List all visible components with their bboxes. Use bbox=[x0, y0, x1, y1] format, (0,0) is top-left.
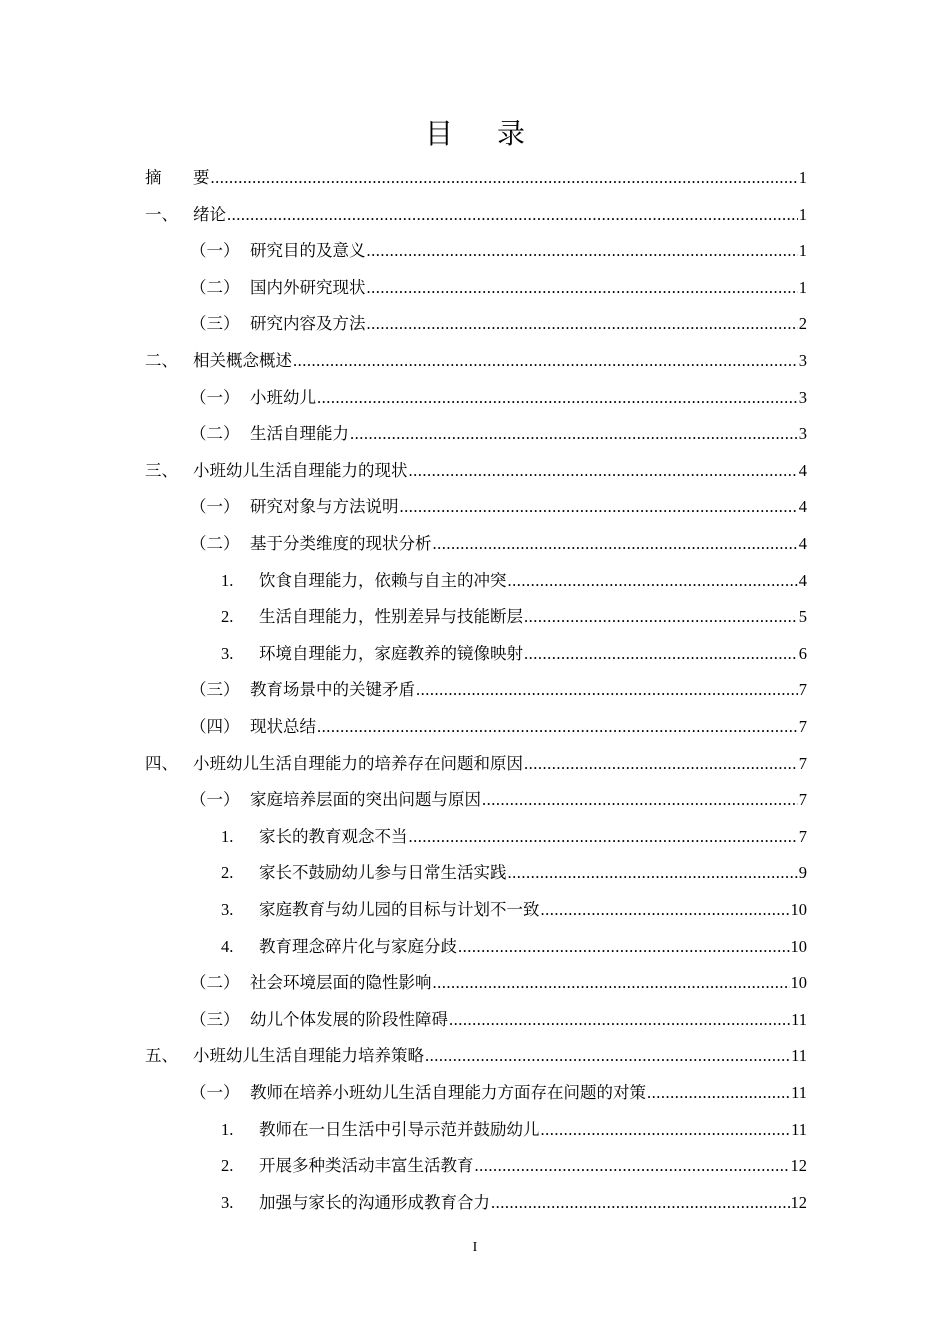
toc-entry-label: 家庭教育与幼儿园的目标与计划不一致 bbox=[259, 900, 540, 919]
toc-entry-page: 7 bbox=[798, 790, 807, 810]
toc-entry[interactable] bbox=[190, 709, 807, 745]
toc-entry-number: 4. bbox=[221, 936, 234, 956]
toc-entry[interactable] bbox=[221, 855, 807, 891]
dot-leader bbox=[508, 563, 798, 599]
toc-entry-number: （三） bbox=[190, 314, 240, 334]
dot-leader bbox=[433, 526, 798, 562]
dot-leader bbox=[293, 343, 798, 379]
dot-leader bbox=[317, 380, 798, 416]
toc-entry-page: 10 bbox=[790, 936, 807, 956]
toc-entry-label: 加强与家长的沟通形成教育合力 bbox=[259, 1192, 490, 1212]
toc-entry-page: 4 bbox=[798, 570, 807, 590]
toc-entry-label: 现状总结 bbox=[250, 717, 316, 736]
dot-leader bbox=[524, 599, 798, 635]
toc-entry-label: 要 bbox=[193, 168, 210, 187]
toc-entry[interactable] bbox=[190, 380, 807, 416]
toc-entry-label: 饮食自理能力，依赖与自主的冲突 bbox=[259, 570, 507, 590]
toc-entry[interactable] bbox=[190, 270, 807, 306]
toc-entry-number: 二、 bbox=[145, 351, 178, 370]
toc-entry-label: 教师在培养小班幼儿生活自理能力方面存在问题的对策 bbox=[250, 1083, 646, 1102]
toc-entry[interactable] bbox=[145, 1038, 807, 1074]
toc-entry-page: 7 bbox=[798, 680, 807, 700]
toc-entry[interactable] bbox=[221, 1112, 807, 1148]
toc-entry-number: （三） bbox=[190, 680, 240, 700]
dot-leader bbox=[317, 709, 798, 745]
toc-entry[interactable] bbox=[190, 306, 807, 342]
dot-leader bbox=[416, 672, 798, 708]
dot-leader bbox=[524, 746, 798, 782]
toc-entry[interactable] bbox=[221, 636, 807, 672]
toc-entry-label: 社会环境层面的隐性影响 bbox=[250, 973, 432, 993]
toc-entry[interactable] bbox=[221, 892, 807, 928]
dot-leader bbox=[367, 270, 798, 306]
toc-entry[interactable] bbox=[221, 929, 807, 965]
toc-entry[interactable] bbox=[145, 453, 807, 489]
toc-entry-page: 2 bbox=[798, 314, 807, 334]
toc-entry[interactable] bbox=[145, 160, 807, 196]
toc-entry[interactable] bbox=[190, 416, 807, 452]
toc-entry-number: 一、 bbox=[145, 204, 178, 224]
toc-entry-page: 11 bbox=[791, 1009, 807, 1029]
toc-entry-label: 小班幼儿 bbox=[250, 387, 316, 407]
toc-entry-label: 小班幼儿生活自理能力的现状 bbox=[193, 460, 408, 480]
toc-entry-number: 1. bbox=[221, 570, 234, 590]
toc-entry-number: （一） bbox=[190, 497, 240, 517]
toc-entry-label: 家庭培养层面的突出问题与原因 bbox=[250, 790, 481, 810]
toc-entry-page: 7 bbox=[798, 717, 807, 736]
toc-entry[interactable] bbox=[145, 197, 807, 233]
toc-entry-page: 4 bbox=[798, 534, 807, 553]
toc-entry-number: （一） bbox=[190, 241, 240, 261]
toc-entry-number: 3. bbox=[221, 900, 234, 919]
toc-entry-page: 3 bbox=[798, 424, 807, 444]
toc-entry-label: 研究目的及意义 bbox=[250, 241, 366, 261]
toc-entry-label: 研究对象与方法说明 bbox=[250, 497, 399, 517]
title-char-1: 目 bbox=[424, 117, 453, 150]
toc-entry-number: 摘 bbox=[145, 168, 162, 187]
dot-leader bbox=[541, 1112, 791, 1148]
toc-entry[interactable] bbox=[190, 672, 807, 708]
dot-leader bbox=[647, 1075, 790, 1111]
toc-entry-page: 9 bbox=[798, 863, 807, 883]
toc-entry[interactable] bbox=[221, 1148, 807, 1184]
toc-entry[interactable] bbox=[145, 343, 807, 379]
dot-leader bbox=[409, 819, 798, 855]
toc-entry-page: 4 bbox=[798, 460, 807, 480]
toc-entry-number: 四、 bbox=[145, 753, 178, 773]
dot-leader bbox=[211, 160, 798, 196]
toc-entry-page: 1 bbox=[798, 277, 807, 297]
toc-entry-page: 12 bbox=[790, 1192, 807, 1212]
dot-leader bbox=[482, 782, 798, 818]
toc-entry-label: 研究内容及方法 bbox=[250, 314, 366, 334]
toc-entry-page: 11 bbox=[791, 1119, 807, 1139]
toc-entry-page: 1 bbox=[798, 204, 807, 224]
toc-entry[interactable] bbox=[221, 1185, 807, 1221]
toc-entry-number: 1. bbox=[221, 826, 234, 846]
toc-entry-label: 小班幼儿生活自理能力的培养存在问题和原因 bbox=[193, 753, 523, 773]
dot-leader bbox=[491, 1185, 790, 1221]
toc-entry-number: （一） bbox=[190, 387, 240, 407]
dot-leader bbox=[367, 233, 798, 269]
toc-entry-page: 4 bbox=[798, 497, 807, 517]
dot-leader bbox=[524, 636, 798, 672]
toc-entry[interactable] bbox=[190, 1075, 807, 1111]
toc-entry-number: （二） bbox=[190, 277, 240, 297]
toc-entry-label: 绪论 bbox=[193, 204, 226, 224]
dot-leader bbox=[400, 489, 798, 525]
toc-entry-number: 2. bbox=[221, 607, 234, 627]
toc-entry-label: 生活自理能力 bbox=[250, 424, 349, 444]
toc-entry-page: 3 bbox=[798, 351, 807, 370]
toc-entry-page: 1 bbox=[798, 241, 807, 261]
toc-entry-label: 相关概念概述 bbox=[193, 351, 292, 370]
toc-entry-number: （二） bbox=[190, 424, 240, 444]
toc-entry-page: 11 bbox=[791, 1046, 807, 1066]
toc-entry-page: 7 bbox=[798, 826, 807, 846]
toc-entry-label: 开展多种类活动丰富生活教育 bbox=[259, 1156, 474, 1176]
toc-entry[interactable] bbox=[190, 233, 807, 269]
toc-entry-label: 幼儿个体发展的阶段性障碍 bbox=[250, 1009, 448, 1029]
toc-entry-page: 6 bbox=[798, 643, 807, 663]
page-number: I bbox=[472, 1240, 478, 1255]
toc-entry[interactable] bbox=[221, 819, 807, 855]
toc-entry-label: 生活自理能力，性别差异与技能断层 bbox=[259, 607, 523, 627]
toc-entry-page: 1 bbox=[798, 168, 807, 187]
toc-entry-label: 教师在一日生活中引导示范并鼓励幼儿 bbox=[259, 1119, 540, 1139]
toc-entry-number: 五、 bbox=[145, 1046, 178, 1066]
toc-entry[interactable] bbox=[190, 965, 807, 1001]
toc-entry-number: （二） bbox=[190, 534, 240, 553]
toc-entry-label: 环境自理能力，家庭教养的镜像映射 bbox=[259, 643, 523, 663]
toc-entry[interactable] bbox=[145, 746, 807, 782]
dot-leader bbox=[541, 892, 790, 928]
dot-leader bbox=[433, 965, 790, 1001]
dot-leader bbox=[458, 929, 790, 965]
toc-entry-label: 国内外研究现状 bbox=[250, 277, 366, 297]
toc-entry-number: （二） bbox=[190, 973, 240, 993]
dot-leader bbox=[449, 1002, 790, 1038]
toc-entry-page: 10 bbox=[790, 973, 807, 993]
toc-entry-number: （一） bbox=[190, 790, 240, 810]
toc-entry-number: 3. bbox=[221, 643, 234, 663]
toc-entry-number: （四） bbox=[190, 717, 240, 736]
toc-entry-number: 三、 bbox=[145, 460, 178, 480]
toc-entry-number: 3. bbox=[221, 1192, 234, 1212]
toc-entry[interactable] bbox=[190, 782, 807, 818]
toc-entry-label: 家长的教育观念不当 bbox=[259, 826, 408, 846]
title-char-2: 录 bbox=[497, 117, 526, 150]
toc-title bbox=[0, 112, 950, 152]
dot-leader bbox=[367, 306, 798, 342]
toc-entry-number: 2. bbox=[221, 863, 234, 883]
toc-entry-page: 12 bbox=[790, 1156, 807, 1176]
toc-entry[interactable] bbox=[190, 489, 807, 525]
toc-entry-label: 小班幼儿生活自理能力培养策略 bbox=[193, 1046, 424, 1066]
dot-leader bbox=[475, 1148, 790, 1184]
toc-entry-number: （一） bbox=[190, 1083, 240, 1102]
toc-entry[interactable] bbox=[221, 599, 807, 635]
toc-entry[interactable] bbox=[221, 563, 807, 599]
toc-entry[interactable] bbox=[190, 526, 807, 562]
toc-entry-label: 教育理念碎片化与家庭分歧 bbox=[259, 936, 457, 956]
toc-entry-page: 10 bbox=[790, 900, 807, 919]
toc-entry-number: （三） bbox=[190, 1009, 240, 1029]
toc-entry-page: 5 bbox=[798, 607, 807, 627]
toc-entry-label: 教育场景中的关键矛盾 bbox=[250, 680, 415, 700]
toc-entry-label: 家长不鼓励幼儿参与日常生活实践 bbox=[259, 863, 507, 883]
toc-entry-page: 11 bbox=[791, 1083, 807, 1102]
toc-entry[interactable] bbox=[190, 1002, 807, 1038]
toc-entry-page: 3 bbox=[798, 387, 807, 407]
dot-leader bbox=[425, 1038, 790, 1074]
dot-leader bbox=[508, 855, 798, 891]
toc-entry-number: 2. bbox=[221, 1156, 234, 1176]
dot-leader bbox=[409, 453, 798, 489]
toc-entry-label: 基于分类维度的现状分析 bbox=[250, 534, 432, 553]
toc-entry-page: 7 bbox=[798, 753, 807, 773]
toc-entry-number: 1. bbox=[221, 1119, 234, 1139]
dot-leader bbox=[227, 197, 798, 233]
dot-leader bbox=[350, 416, 798, 452]
